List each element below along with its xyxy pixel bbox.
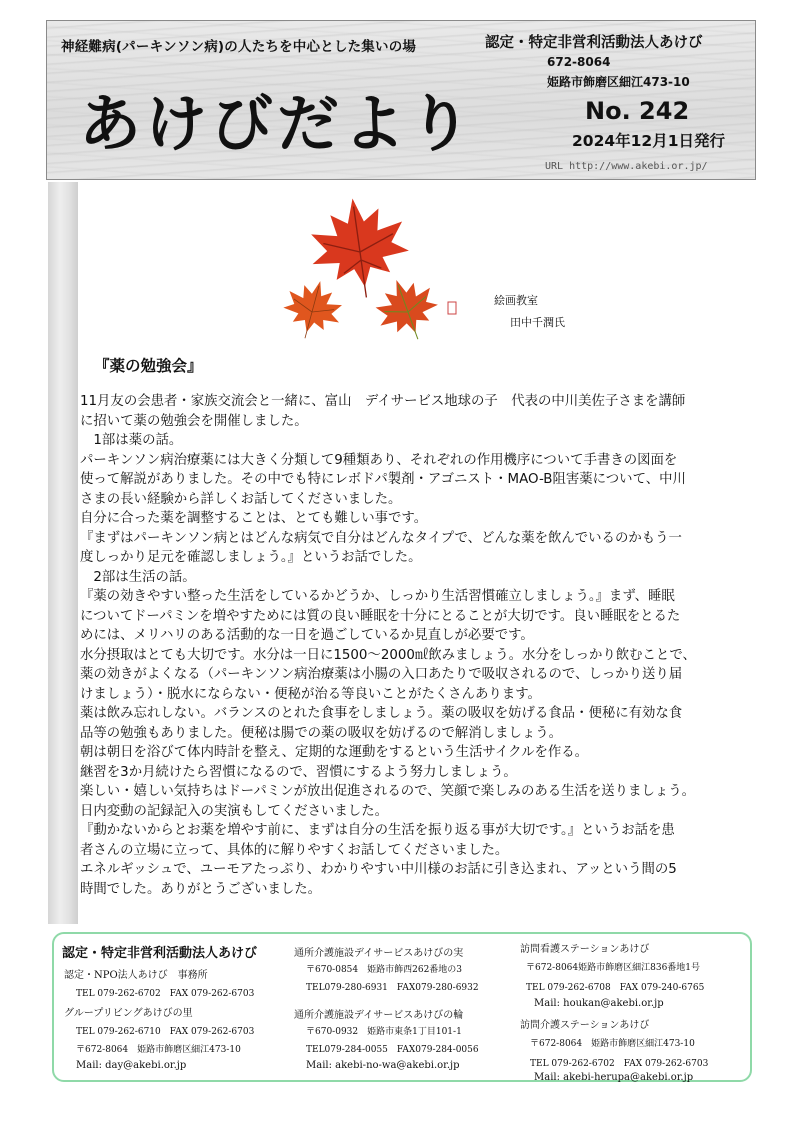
- office-name: 認定・NPO法人あけび 事務所: [64, 970, 208, 981]
- article-line: 楽しい・嬉しい気持ちはドーパミンが放出促進されるので、笑顔で楽しみのある生活を送りましょう。: [80, 784, 696, 799]
- article-line: 薬は飲み忘れしない。バランスのとれた食事をしましょう。薬の吸収を妨げる食品・便秘に有効な食: [80, 706, 683, 721]
- left-maple-leaf-icon: [277, 274, 348, 346]
- maple-leaves-illustration: [270, 192, 490, 362]
- group-home-tel: TEL 079-262-6710 FAX 079-262-6703: [76, 1027, 255, 1037]
- article-line: 『薬の効きやすい整った生活をしているかどうか、しっかり生活習慣確立しましょう。』まず、睡眠: [80, 589, 675, 604]
- decorative-band: [48, 182, 78, 924]
- kaigo-address: 〒672-8064 姫路市飾磨区細江473-10: [530, 1039, 695, 1049]
- article-body: [80, 392, 752, 899]
- day-service-1-tel: TEL079-280-6931 FAX079-280-6932: [306, 983, 479, 993]
- article-line: さまの長い経験から詳しくお話してくださいました。: [80, 491, 402, 507]
- main-mail[interactable]: Mail: day@akebi.or.jp: [76, 1060, 187, 1071]
- article-title: 『薬の勉強会』: [94, 357, 203, 375]
- org-address: 姫路市飾磨区細江473-10: [547, 75, 690, 89]
- kaigo-mail[interactable]: Mail: akebi-herupa@akebi.or.jp: [534, 1072, 694, 1083]
- org-name: 認定・特定非営利活動法人あけび: [485, 35, 703, 51]
- article-line: 自分に合った薬を調整することは、とても難しい事です。: [80, 511, 428, 526]
- contact-footer: [52, 932, 752, 1082]
- issue-number: No. 242: [585, 97, 690, 125]
- article-line: 度しっかり足元を確認しましょう。』というお話でした。: [80, 550, 422, 565]
- right-maple-leaf-icon: [368, 270, 447, 350]
- day-service-mail[interactable]: Mail: akebi-no-wa@akebi.or.jp: [306, 1060, 460, 1071]
- office-tel: TEL 079-262-6702 FAX 079-262-6703: [76, 989, 255, 999]
- art-credit: 絵画教室: [494, 294, 538, 307]
- masthead: [46, 20, 756, 180]
- houkan-tel: TEL 079-262-6708 FAX 079-240-6765: [526, 983, 705, 993]
- houkan-mail[interactable]: Mail: houkan@akebi.or.jp: [534, 998, 664, 1009]
- article-line: 者さんの立場に立って、具体的に解りやすくお話してくださいました。: [80, 842, 509, 858]
- day-service-2-tel: TEL079-284-0055 FAX079-284-0056: [306, 1045, 479, 1055]
- article-line: パーキンソン病治療薬には大きく分類して9種類あり、それぞれの作用機序について手書きの図面を: [80, 452, 678, 468]
- article-line: けましょう）・脱水にならない・便秘が治る等良いことがたくさんあります。: [80, 686, 541, 702]
- article-line: に招いて薬の勉強会を開催しました。: [80, 413, 308, 429]
- article-line: 朝は朝日を浴びて体内時計を整え、定期的な運動をするという生活サイクルを作る。: [80, 745, 589, 760]
- tagline: 神経難病(パーキンソン病)の人たちを中心とした集いの場: [61, 39, 417, 55]
- article-line: めには、メリハリのある活動的な一日を過ごしているか見直しが必要です。: [80, 628, 534, 643]
- article-line: 2部は生活の話。: [80, 569, 196, 585]
- artist-seal-icon: [448, 302, 456, 314]
- article-line: エネルギッシュで、ユーモアたっぷり、わかりやすい中川様のお話に引き込まれ、アッという間の5: [80, 862, 677, 877]
- issue-date: 2024年12月1日発行: [572, 132, 725, 150]
- newsletter-title: あけびだより: [79, 87, 476, 160]
- website-url[interactable]: URL http://www.akebi.or.jp/: [545, 161, 708, 172]
- day-service-1-address: 〒670-0854 姫路市飾西262番地の3: [306, 965, 463, 975]
- article-line: 日内変動の記録記入の実演もしてくださいました。: [80, 803, 388, 819]
- article-line: 継習を3か月続けたら習慣になるので、習慣にするよう努力しましょう。: [80, 764, 517, 780]
- artist-name: 田中千潤氏: [510, 316, 565, 329]
- group-home-address: 〒672-8064 姫路市飾磨区細江473-10: [76, 1045, 241, 1055]
- houkan-name: 訪問看護ステーションあけび: [520, 944, 650, 955]
- footer-org-heading: 認定・特定非営利活動法人あけび: [62, 946, 258, 961]
- day-service-2-name: 通所介護施設デイサービスあけびの輪: [294, 1010, 464, 1021]
- day-service-1-name: 通所介護施設デイサービスあけびの実: [294, 948, 464, 959]
- article-line: についてドーパミンを増やすためには質の良い睡眠を十分にとることが大切です。良い睡眠をとるた: [80, 608, 681, 624]
- postal-code: 672-8064: [547, 55, 611, 69]
- kaigo-tel: TEL 079-262-6702 FAX 079-262-6703: [530, 1059, 709, 1069]
- article-line: 『まずはパーキンソン病とはどんな病気で自分はどんなタイプで、どんな薬を飲んでいるのかもう一: [80, 530, 682, 546]
- article-line: 品等の勉強もありました。便秘は腸での薬の吸収を妨げるので解消しましょう。: [80, 725, 563, 741]
- kaigo-name: 訪問介護ステーションあけび: [520, 1020, 650, 1031]
- group-home-name: グループリビングあけびの里: [64, 1008, 193, 1019]
- day-service-2-address: 〒670-0932 姫路市東条1丁目101-1: [306, 1027, 462, 1037]
- houkan-address: 〒672-8064姫路市飾磨区細江836番地1号: [526, 963, 701, 973]
- article-line: 使って解説がありました。その中でも特にレボドパ製剤・アゴニスト・MAO-B阻害薬について、中川: [80, 472, 686, 487]
- article-line: 『動かないからとお薬を増やす前に、まずは自分の生活を振り返る事が大切です。』というお話を患: [80, 823, 675, 838]
- article-line: 薬の効きがよくなる（パーキンソン病治療薬は小腸の入口あたりで吸収されるので、しっかり送り届: [80, 667, 683, 682]
- article-line: 11月友の会患者・家族交流会と一緒に、富山 デイサービス地球の子 代表の中川美佐子さまを講師: [80, 394, 686, 409]
- article-line: 水分摂取はとても大切です。水分は一日に1500～2000㎖飲みましょう。水分をしっかり飲むことで、: [80, 647, 696, 663]
- article-line: 1部は薬の話。: [80, 433, 183, 448]
- article-line: 時間でした。ありがとうございました。: [80, 881, 322, 897]
